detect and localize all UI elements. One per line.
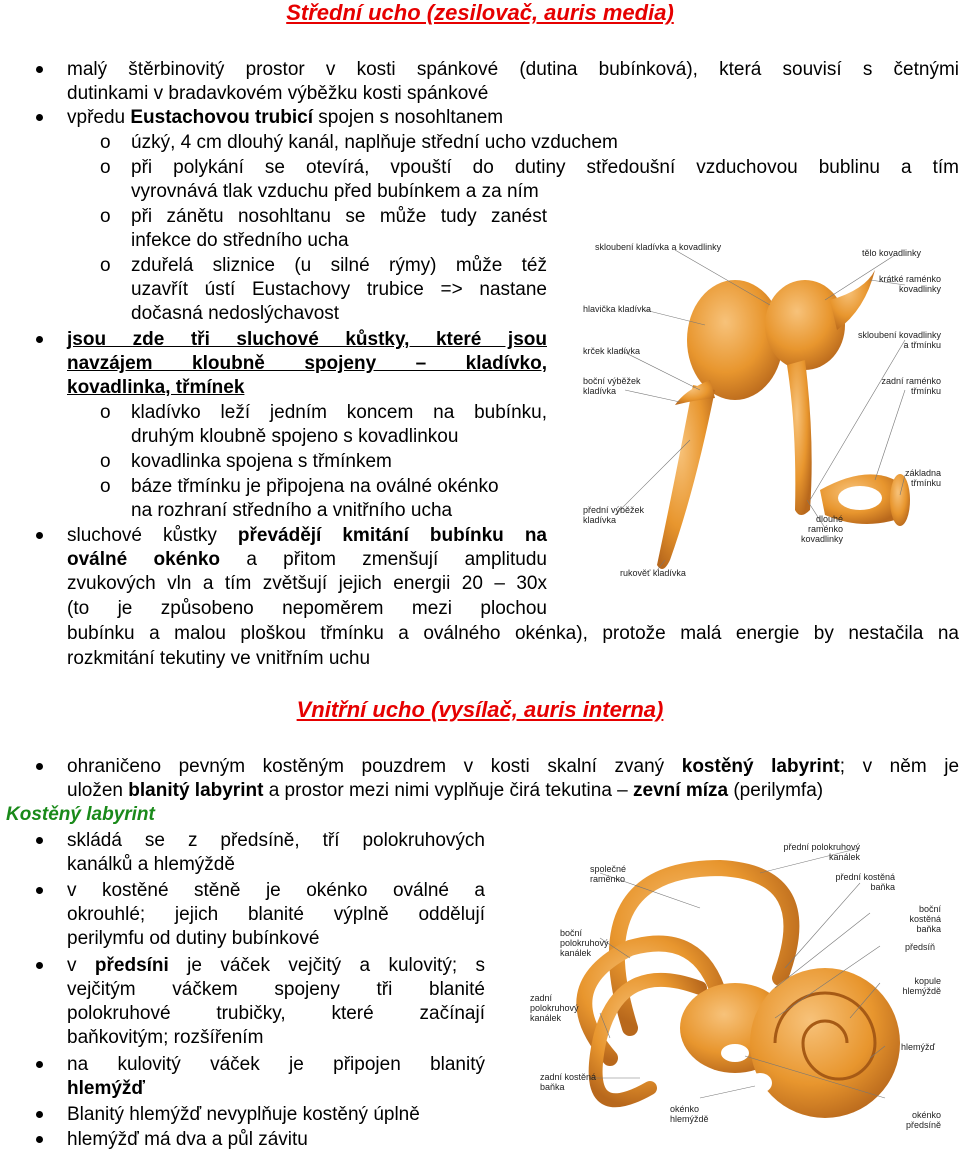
inner-k2-line3: perilymfu od dutiny bubínkové: [67, 928, 320, 949]
inner-k1-line1: skládá se z předsíně, tří polokruhových: [67, 830, 485, 851]
middle-s4-line3: dočasná nedoslýchavost: [131, 303, 340, 324]
ossicle-label: hlavička kladívka: [583, 304, 652, 314]
labyrinth-label: hlemýžď: [900, 1042, 935, 1052]
inner-k2-line1: v kostěné stěně je okénko oválné a: [67, 880, 485, 901]
middle-s3-line2: infekce do středního ucha: [131, 230, 349, 251]
middle-s5-line1: kladívko leží jedním koncem na bubínku,: [131, 402, 547, 423]
bullet: [36, 887, 43, 894]
inner-k3-line1: v předsíni je váček vejčitý a kulovitý; s: [67, 955, 485, 976]
inner-k6: hlemýžď má dva a půl závitu: [67, 1129, 308, 1150]
labyrinth-label: předsíň: [904, 942, 935, 952]
labyrinth-label: kopule hlemýždě: [902, 976, 941, 996]
inner-k2-line2: okrouhlé; jejich blanité výplně oddělují: [67, 904, 485, 925]
middle-ear-title: Střední ucho (zesilovač, auris media): [286, 0, 674, 25]
ossicle-label: zadní raménko třmínku: [881, 376, 941, 396]
middle-b4-line4: (to je způsobeno nepoměrem mezi plochou: [67, 598, 547, 619]
labyrinth-label: přední polokruhový kanálek: [783, 842, 860, 862]
sub-marker: o: [100, 451, 111, 472]
inner-k4-line2: hlemýžď: [67, 1078, 146, 1099]
ossicle-label: základna třmínku: [904, 468, 941, 488]
middle-b4-line2: oválné okénko a přitom zmenšují amplitudu: [67, 549, 547, 570]
labyrinth-label: společné raménko: [590, 864, 627, 884]
middle-b4-line3: zvukových vln a tím zvětšují jejich energii 20 – 30x: [67, 573, 547, 594]
bullet: [36, 114, 43, 121]
ossicle-label: přední výběžek kladívka: [583, 505, 645, 525]
ossicle-label: krátké raménko kovadlinky: [878, 274, 941, 294]
inner-ear-title: Vnitřní ucho (vysílač, auris interna): [296, 697, 664, 722]
inner-k4-line1: na kulovitý váček je připojen blanitý: [67, 1054, 485, 1075]
middle-b4-line5: bubínku a malou ploškou třmínku a oválného okénka), protože malá energie by nestačila na: [67, 623, 959, 644]
labyrinth-label: okénko předsíně: [905, 1110, 941, 1130]
middle-b4-line1: sluchové kůstky převádějí kmitání bubínku na: [67, 525, 547, 546]
bullet: [36, 66, 43, 73]
sub-marker: o: [100, 402, 111, 423]
middle-s7-line1: báze třmínku je připojena na oválné okénko: [131, 476, 499, 497]
labyrinth-label: zadní polokruhový kanálek: [530, 993, 579, 1023]
sub-marker: o: [100, 157, 111, 178]
labyrinth-label: boční polokruhový kanálek: [560, 928, 609, 958]
middle-b2: vpředu Eustachovou trubicí spojen s nosohltanem: [67, 107, 504, 128]
section-kosteny-labyrint: Kostěný labyrint: [6, 804, 155, 825]
inner-b1-line1: ohraničeno pevným kostěným pouzdrem v kosti skalní zvaný kostěný labyrint; v něm je: [67, 756, 960, 777]
bullet: [36, 1111, 43, 1118]
middle-s2-line2: vyrovnává tlak vzduchu před bubínkem a za ním: [131, 181, 539, 202]
ossicles-figure: [575, 230, 955, 608]
middle-b1-line1: malý štěrbinovitý prostor v kosti spánkové (dutina bubínková), která souvisí s četnými: [67, 59, 959, 80]
middle-b3-line3: kovadlinka, třmínek: [67, 377, 245, 398]
labyrinth-label: přední kostěná baňka: [835, 872, 895, 892]
sub-marker: o: [100, 132, 111, 153]
middle-s5-line2: druhým kloubně spojeno s kovadlinkou: [131, 426, 459, 447]
labyrinth-label: okénko hlemýždě: [670, 1104, 709, 1124]
labyrinth-label: zadní kostěná baňka: [540, 1072, 597, 1092]
sub-marker: o: [100, 255, 111, 276]
inner-k5: Blanitý hlemýžď nevyplňuje kostěný úplně: [67, 1104, 420, 1125]
middle-b1-line2: dutinkami v bradavkovém výběžku kosti spánkové: [67, 83, 489, 104]
labyrinth-label: boční kostěná baňka: [909, 904, 941, 934]
middle-s7-line2: na rozhraní středního a vnitřního ucha: [131, 500, 453, 521]
bullet: [36, 763, 43, 770]
bullet: [36, 837, 43, 844]
bullet: [36, 1061, 43, 1068]
middle-s4-line2: uzavřít ústí Eustachovy trubice => nastane: [131, 279, 547, 300]
ossicle-label: rukověť kladívka: [620, 568, 686, 578]
bullet: [36, 1136, 43, 1143]
bullet: [36, 962, 43, 969]
inner-k3-line4: baňkovitým; rozšířením: [67, 1027, 264, 1048]
ossicle-label: skloubení kovadlinky a třmínku: [857, 330, 941, 350]
middle-s2-line1: při polykání se otevírá, vpouští do dutiny středoušní vzduchovou bublinu a tím: [131, 157, 959, 178]
middle-b3-line1: jsou zde tři sluchové kůstky, které jsou: [67, 329, 547, 350]
middle-s6: kovadlinka spojena s třmínkem: [131, 451, 392, 472]
ossicle-label: skloubení kladívka a kovadlinky: [595, 242, 722, 252]
labyrinth-figure: [520, 828, 955, 1146]
inner-k1-line2: kanálků a hlemýždě: [67, 854, 235, 875]
inner-k3-line2: vejčitým váčkem spojeny tři blanité: [67, 979, 485, 1000]
ossicle-label: boční výběžek kladívka: [583, 376, 641, 396]
bullet: [36, 532, 43, 539]
middle-b4-line6: rozkmitání tekutiny ve vnitřním uchu: [67, 648, 371, 669]
inner-k3-line3: polokruhové trubičky, které začínají: [67, 1003, 485, 1024]
inner-b1-line2: uložen blanitý labyrint a prostor mezi nimi vyplňuje čirá tekutina – zevní míza (perilymfa): [67, 780, 824, 801]
middle-s4-line1: zduřelá sliznice (u silné rýmy) může též: [131, 255, 547, 276]
sub-marker: o: [100, 206, 111, 227]
ossicle-label: krček kladívka: [583, 346, 641, 356]
sub-marker: o: [100, 476, 111, 497]
middle-s3-line1: při zánětu nosohltanu se může tudy zanést: [131, 206, 547, 227]
ossicle-label: dlouhé raménko kovadlinky: [800, 514, 843, 544]
middle-b3-line2: navzájem kloubně spojeny – kladívko,: [67, 353, 547, 374]
bullet: [36, 336, 43, 343]
middle-s1: úzký, 4 cm dlouhý kanál, naplňuje střední ucho vzduchem: [131, 132, 618, 153]
ossicle-label: tělo kovadlinky: [861, 248, 921, 258]
